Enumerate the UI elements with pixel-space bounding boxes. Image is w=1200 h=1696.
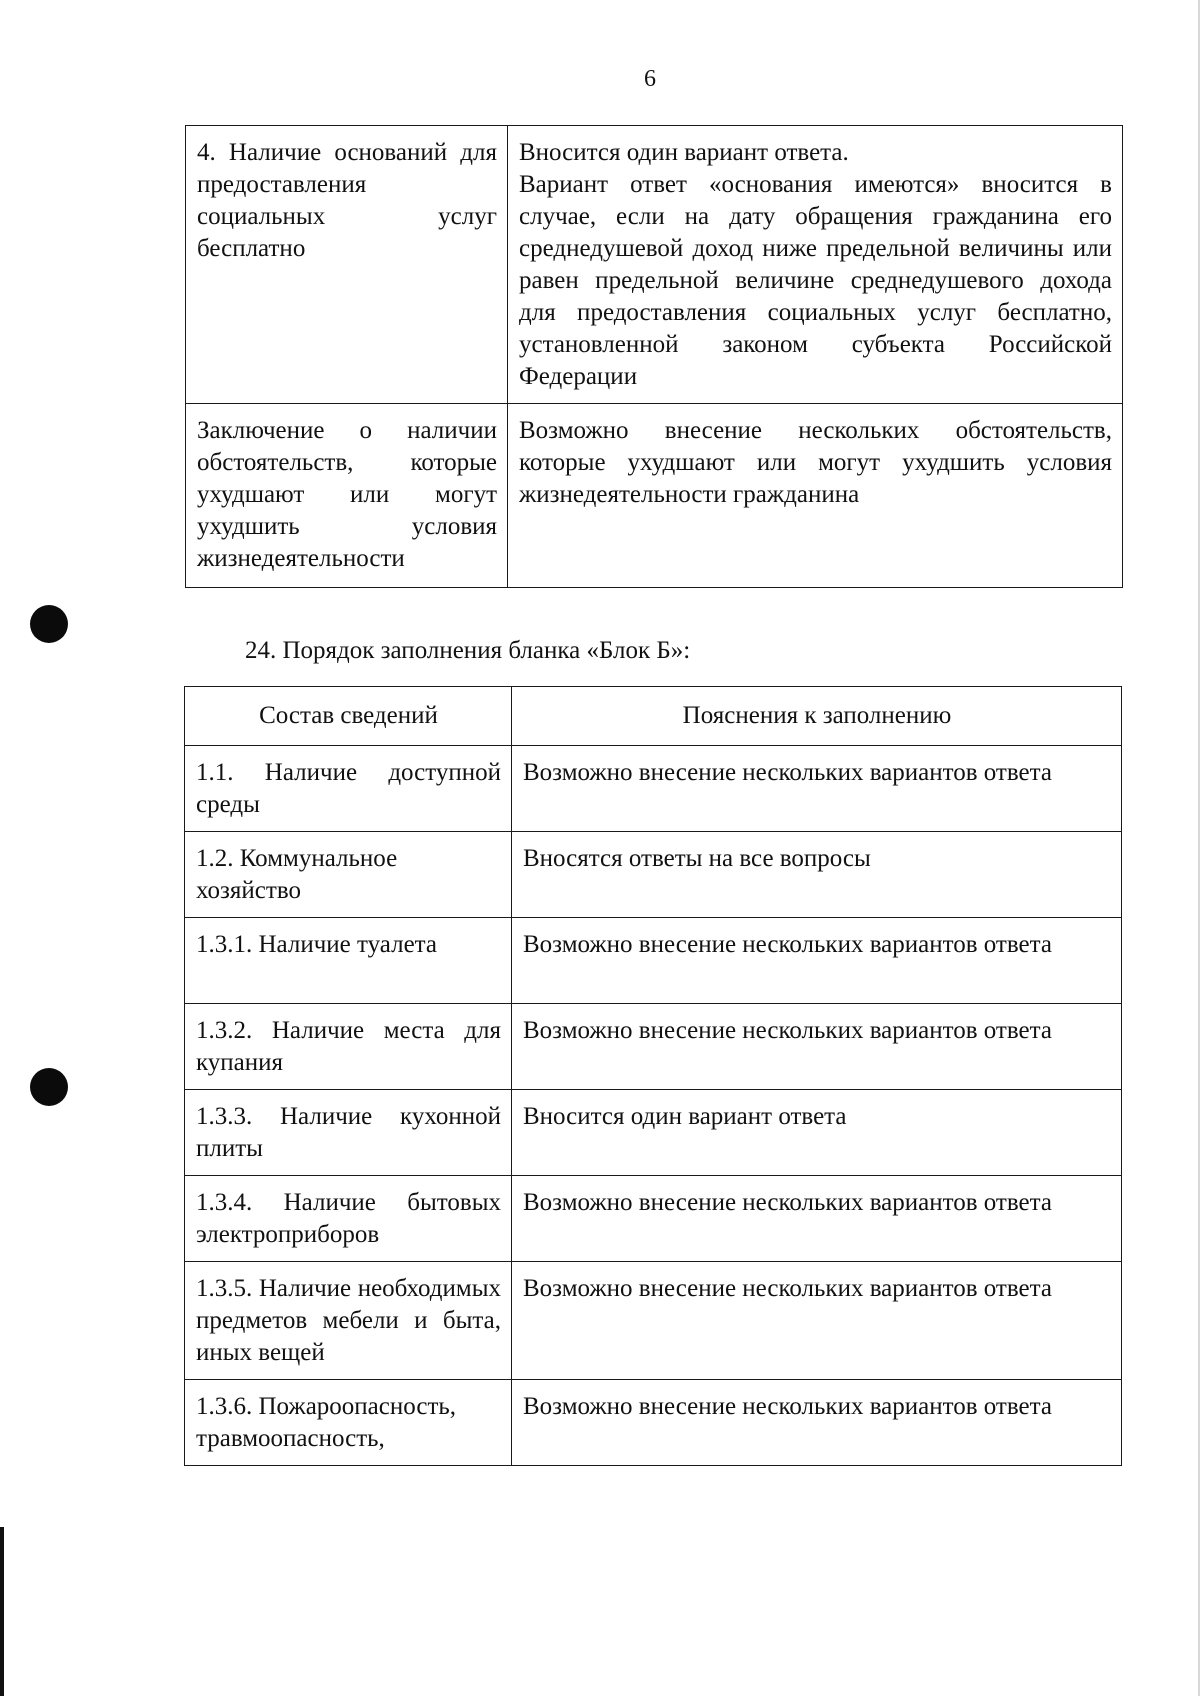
page-number: 6: [644, 66, 656, 92]
hole-punch-mark: [30, 1068, 68, 1106]
block-b-table: [184, 686, 1122, 1466]
row-note: Возможно внесение нескольких вариантов ответа: [512, 1176, 1122, 1262]
table-row: [186, 404, 1123, 588]
table-row: [185, 1262, 1122, 1380]
table-row: [185, 1004, 1122, 1090]
row-label: Заключение о наличии обстоятельств, которые ухудшают или могут ухудшить условия жизнедеятельности: [186, 404, 508, 588]
table-row: [185, 832, 1122, 918]
row-label: 1.3.4. Наличие бытовых электроприборов: [185, 1176, 512, 1262]
table-header-row: [185, 687, 1122, 746]
row-note: Возможно внесение нескольких вариантов ответа: [512, 1380, 1122, 1466]
row-label: 1.2. Коммунальное хозяйство: [185, 832, 512, 918]
row-explanation: [508, 404, 1123, 588]
explanation-line: Вносится один вариант ответа.: [519, 139, 849, 166]
row-label: 1.3.5. Наличие необходимых предметов мебели и быта, иных вещей: [185, 1262, 512, 1380]
row-note: Возможно внесение нескольких вариантов ответа: [512, 746, 1122, 832]
row-note: Возможно внесение нескольких вариантов ответа: [512, 918, 1122, 1004]
row-label: 1.3.1. Наличие туалета: [185, 918, 512, 1004]
table-row: [185, 1176, 1122, 1262]
row-label: 4. Наличие оснований для предоставления социальных услуг бесплатно: [186, 126, 508, 404]
table-row: [185, 746, 1122, 832]
row-label: 1.1. Наличие доступной среды: [185, 746, 512, 832]
row-label: 1.3.6. Пожароопасность, травмоопасность,: [185, 1380, 512, 1466]
table-row: [185, 1380, 1122, 1466]
row-note: Вносится один вариант ответа: [512, 1090, 1122, 1176]
continued-table: [185, 125, 1123, 588]
table-row: [186, 126, 1123, 404]
explanation-paragraph: Вариант ответ «основания имеются» вносится в случае, если на дату обращения гражданина его среднедушевой доход ниже предельной величины или равен предельной величине среднедушевого дохода для предоставления социальных услуг бесплатно, установленной законом субъекта Российской Федерации: [519, 171, 1112, 390]
scan-edge-mark: [0, 1527, 4, 1696]
explanation-paragraph: Возможно внесение нескольких обстоятельств, которые ухудшают или могут ухудшить условия жизнедеятельности гражданина: [519, 417, 1112, 508]
table-row: [185, 1090, 1122, 1176]
row-note: Возможно внесение нескольких вариантов ответа: [512, 1262, 1122, 1380]
row-explanation: [508, 126, 1123, 404]
header-cell-explanations: Пояснения к заполнению: [512, 687, 1122, 746]
header-cell-composition: Состав сведений: [185, 687, 512, 746]
row-label: 1.3.2. Наличие места для купания: [185, 1004, 512, 1090]
table-row: [185, 918, 1122, 1004]
section-heading: 24. Порядок заполнения бланка «Блок Б»:: [245, 637, 691, 664]
row-label: 1.3.3. Наличие кухонной плиты: [185, 1090, 512, 1176]
hole-punch-mark: [30, 605, 68, 643]
row-note: Вносятся ответы на все вопросы: [512, 832, 1122, 918]
row-note: Возможно внесение нескольких вариантов ответа: [512, 1004, 1122, 1090]
